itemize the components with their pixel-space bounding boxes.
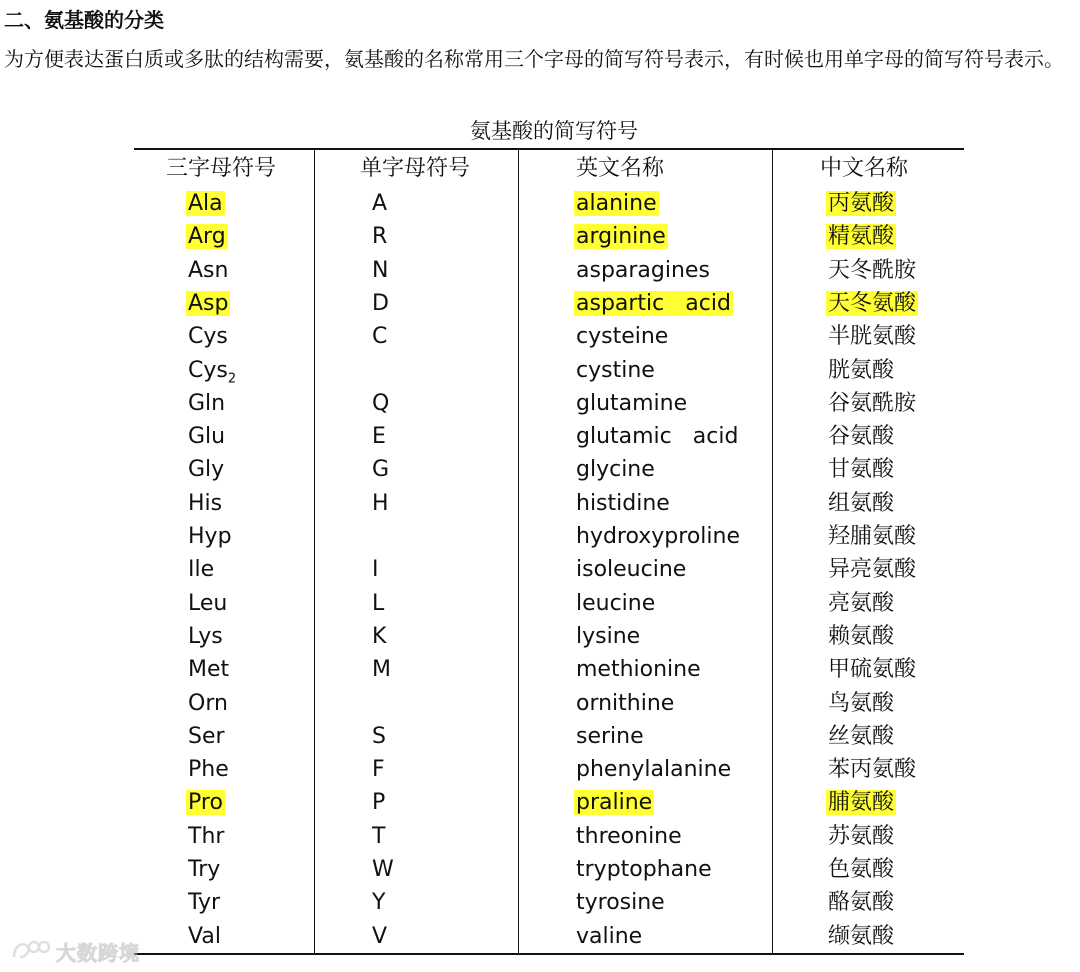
one-letter-code [372, 420, 386, 453]
header-one-letter: 单字母符号 [360, 156, 471, 181]
chinese-name-text: 酪氨酸 [828, 890, 895, 916]
table-row [134, 820, 964, 853]
three-letter-code [188, 620, 223, 653]
table-row [134, 920, 964, 953]
three-letter-code [188, 487, 222, 520]
one-letter-code [372, 820, 385, 853]
chinese-name [828, 786, 896, 819]
one-letter-code [372, 886, 385, 919]
english-name-text: cysteine [576, 324, 669, 350]
english-name [576, 387, 687, 420]
chinese-name [828, 520, 916, 553]
one-letter-code [372, 220, 387, 253]
header-three-letter: 三字母符号 [166, 156, 277, 181]
chinese-name [828, 320, 916, 353]
one-letter-code [372, 620, 386, 653]
chinese-name [828, 487, 894, 520]
one-letter-code [372, 920, 387, 953]
chinese-name-text: 缬氨酸 [828, 923, 895, 949]
english-name-text: threonine [576, 823, 682, 849]
chinese-name-text: 谷氨酸 [828, 424, 895, 450]
one-letter-code-text: A [372, 191, 388, 216]
chinese-name-text: 甲硫氨酸 [828, 657, 917, 683]
english-name-text: praline [576, 790, 653, 816]
header-english-name: 英文名称 [576, 156, 665, 181]
one-letter-code-text: Y [372, 890, 386, 916]
chinese-name-text: 精氨酸 [828, 224, 895, 250]
chinese-name-text: 天冬酰胺 [828, 257, 917, 283]
table-row [134, 520, 964, 553]
table-row [134, 620, 964, 653]
watermark [10, 936, 140, 966]
chinese-name-text: 苯丙氨酸 [828, 757, 917, 783]
chinese-name-text: 天冬氨酸 [828, 290, 917, 316]
chinese-name [828, 687, 894, 720]
table-row [134, 853, 964, 886]
one-letter-code-text: T [372, 823, 386, 849]
one-letter-code-text: R [372, 224, 388, 250]
english-name-text: histidine [576, 490, 670, 516]
one-letter-code-text: S [372, 723, 386, 749]
three-letter-code [188, 687, 228, 720]
three-letter-code [188, 287, 230, 320]
three-letter-code [188, 187, 225, 220]
chinese-name-text: 胱氨酸 [828, 357, 895, 383]
three-letter-code-text: Tyr [188, 890, 221, 916]
table-row [134, 420, 964, 453]
chinese-name [828, 420, 894, 453]
english-name [576, 220, 668, 253]
english-name [576, 820, 682, 853]
one-letter-code [372, 187, 387, 220]
three-letter-code [188, 220, 228, 253]
three-letter-code [188, 886, 220, 919]
subscript: 2 [227, 370, 237, 386]
one-letter-code-text: D [372, 290, 389, 316]
chinese-name [828, 753, 916, 786]
chinese-name [828, 387, 916, 420]
chinese-name [828, 220, 896, 253]
english-name [576, 254, 710, 287]
watermark-text: 大数跨境 [56, 940, 140, 965]
chinese-name-text: 组氨酸 [828, 490, 895, 516]
chinese-name-text: 苏氨酸 [828, 823, 895, 849]
english-name-text: glycine [576, 457, 655, 483]
one-letter-code-text: I [372, 557, 379, 583]
three-letter-code-text: Ala [188, 191, 223, 216]
one-letter-code-text: F [372, 757, 385, 783]
english-name-text: tryptophane [576, 857, 712, 882]
one-letter-code-text: N [372, 257, 389, 283]
english-name-text: isoleucine [576, 557, 687, 583]
chinese-name-text: 异亮氨酸 [828, 557, 917, 583]
english-name [576, 487, 670, 520]
three-letter-code [188, 254, 228, 287]
one-letter-code [372, 553, 379, 586]
chinese-name [828, 886, 894, 919]
table-row [134, 487, 964, 520]
one-letter-code-text: Q [372, 390, 390, 416]
english-name-text: aspartic acid [576, 290, 731, 316]
chinese-name-text: 赖氨酸 [828, 623, 895, 649]
english-name [576, 320, 668, 353]
english-name [576, 886, 665, 919]
three-letter-code-text: Leu [188, 590, 228, 616]
chinese-name [828, 853, 894, 886]
three-letter-code [188, 453, 224, 486]
chinese-name-text: 鸟氨酸 [828, 690, 895, 716]
table-caption [0, 116, 1080, 146]
one-letter-code [372, 653, 391, 686]
table-row [134, 254, 964, 287]
one-letter-code [372, 720, 386, 753]
table-row [134, 220, 964, 253]
three-letter-code-text: Cys [188, 357, 228, 383]
table-row [134, 886, 964, 919]
three-letter-code-text: Arg [188, 224, 226, 250]
one-letter-code-text: K [372, 623, 387, 649]
english-name [576, 287, 733, 320]
english-name-text: cystine [576, 357, 655, 383]
english-name [576, 553, 686, 586]
table-row [134, 387, 964, 420]
one-letter-code-text: C [372, 324, 388, 350]
one-letter-code [372, 287, 389, 320]
chinese-name [828, 620, 894, 653]
table-header-row [134, 152, 964, 185]
english-name [576, 720, 644, 753]
three-letter-code [188, 720, 225, 753]
three-letter-code [188, 820, 224, 853]
english-name-text: glutamic acid [576, 424, 739, 450]
table-row [134, 720, 964, 753]
english-name [576, 520, 740, 553]
chinese-name [828, 187, 896, 220]
three-letter-code-text: Hyp [188, 524, 232, 549]
table-row [134, 320, 964, 353]
english-name [576, 620, 640, 653]
table-row [134, 453, 964, 486]
table-row [134, 687, 964, 720]
table-row [134, 753, 964, 786]
english-name-text: tyrosine [576, 890, 665, 916]
table-row [134, 786, 964, 819]
three-letter-code [188, 387, 225, 420]
english-name-text: alanine [576, 191, 657, 216]
three-letter-code-text: Phe [188, 757, 229, 783]
english-name-text: leucine [576, 590, 656, 616]
three-letter-code-text: Met [188, 657, 230, 683]
three-letter-code-text: Cys [188, 324, 228, 350]
english-name [576, 786, 654, 819]
one-letter-code [372, 254, 388, 287]
english-name [576, 753, 731, 786]
table-row [134, 553, 964, 586]
one-letter-code-text: V [372, 923, 388, 949]
one-letter-code [372, 587, 384, 620]
three-letter-code-text: Try [188, 857, 221, 882]
header-chinese-name: 中文名称 [820, 156, 909, 181]
three-letter-code [188, 753, 229, 786]
one-letter-code-text: H [372, 490, 389, 516]
chinese-name [828, 453, 894, 486]
english-name-text: methionine [576, 657, 701, 683]
one-letter-code [372, 786, 385, 819]
three-letter-code-text: Gln [188, 390, 226, 416]
three-letter-code-text: Val [188, 923, 221, 949]
chinese-name [828, 587, 894, 620]
english-name-text: valine [576, 923, 643, 949]
chinese-name [828, 653, 916, 686]
one-letter-code-text: M [372, 657, 391, 683]
english-name-text: glutamine [576, 390, 688, 416]
chinese-name-text: 亮氨酸 [828, 590, 895, 616]
chinese-name [828, 720, 894, 753]
english-name-text: asparagines [576, 257, 710, 283]
three-letter-code-text: Ile [188, 557, 215, 583]
one-letter-code-text: G [372, 457, 390, 483]
three-letter-code-text: Asn [188, 257, 229, 283]
table-row [134, 587, 964, 620]
three-letter-code [188, 786, 225, 819]
english-name [576, 920, 642, 953]
three-letter-code-text: Lys [188, 623, 223, 649]
english-name [576, 187, 659, 220]
section-heading: 二、氨基酸的分类 [4, 8, 164, 32]
three-letter-code [188, 920, 221, 953]
chinese-name-text: 甘氨酸 [828, 457, 895, 483]
one-letter-code-text: E [372, 424, 386, 450]
table-caption-text: 氨基酸的简写符号 [470, 119, 638, 143]
english-name-text: lysine [576, 623, 641, 649]
english-name [576, 853, 712, 886]
english-name-text: serine [576, 723, 644, 749]
chinese-name-text: 谷氨酰胺 [828, 390, 917, 416]
english-name [576, 420, 738, 453]
english-name [576, 354, 655, 387]
three-letter-code [188, 587, 227, 620]
one-letter-code [372, 753, 385, 786]
three-letter-code-text: Asp [188, 290, 229, 316]
english-name [576, 587, 655, 620]
three-letter-code-text: His [188, 490, 223, 516]
three-letter-code-text: Pro [188, 790, 223, 816]
table-row [134, 187, 964, 220]
three-letter-code-text: Gly [188, 457, 225, 483]
one-letter-code [372, 453, 389, 486]
three-letter-code-text: Thr [188, 823, 225, 849]
three-letter-code [188, 653, 229, 686]
one-letter-code-text: L [372, 590, 385, 616]
three-letter-code [188, 520, 232, 553]
chinese-name-text: 羟脯氨酸 [828, 524, 917, 549]
chinese-name [828, 920, 894, 953]
one-letter-code [372, 387, 389, 420]
one-letter-code [372, 853, 394, 886]
chinese-name [828, 354, 894, 387]
chinese-name-text: 丝氨酸 [828, 723, 895, 749]
chinese-name-text: 脯氨酸 [828, 790, 895, 816]
chinese-name [828, 553, 916, 586]
three-letter-code [188, 320, 228, 353]
english-name [576, 687, 674, 720]
english-name-text: ornithine [576, 690, 675, 716]
english-name-text: arginine [576, 224, 666, 250]
table-row [134, 287, 964, 320]
three-letter-code-text: Orn [188, 690, 228, 716]
english-name-text: hydroxyproline [576, 524, 741, 549]
amino-acid-table [134, 148, 964, 955]
chinese-name [828, 820, 894, 853]
table-row [134, 653, 964, 686]
one-letter-code-text: P [372, 790, 386, 816]
three-letter-code-text: Ser [188, 723, 225, 749]
chinese-name-text: 半胱氨酸 [828, 324, 917, 350]
three-letter-code [188, 553, 214, 586]
intro-paragraph: 为方便表达蛋白质或多肽的结构需要，氨基酸的名称常用三个字母的简写符号表示，有时候也用单字母的简写符号表示。 [4, 47, 1064, 71]
english-name-text: phenylalanine [576, 757, 732, 783]
three-letter-code-text: Glu [188, 424, 226, 450]
one-letter-code [372, 320, 387, 353]
three-letter-code [188, 420, 225, 453]
english-name [576, 453, 655, 486]
english-name [576, 653, 701, 686]
one-letter-code-text: W [372, 857, 394, 882]
table-row [134, 354, 964, 387]
chinese-name [828, 287, 918, 320]
three-letter-code [188, 853, 220, 886]
brand-logo-icon [10, 937, 50, 965]
chinese-name [828, 254, 916, 287]
one-letter-code [372, 487, 389, 520]
chinese-name-text: 丙氨酸 [828, 191, 895, 216]
chinese-name-text: 色氨酸 [828, 857, 895, 882]
three-letter-code [188, 354, 236, 387]
